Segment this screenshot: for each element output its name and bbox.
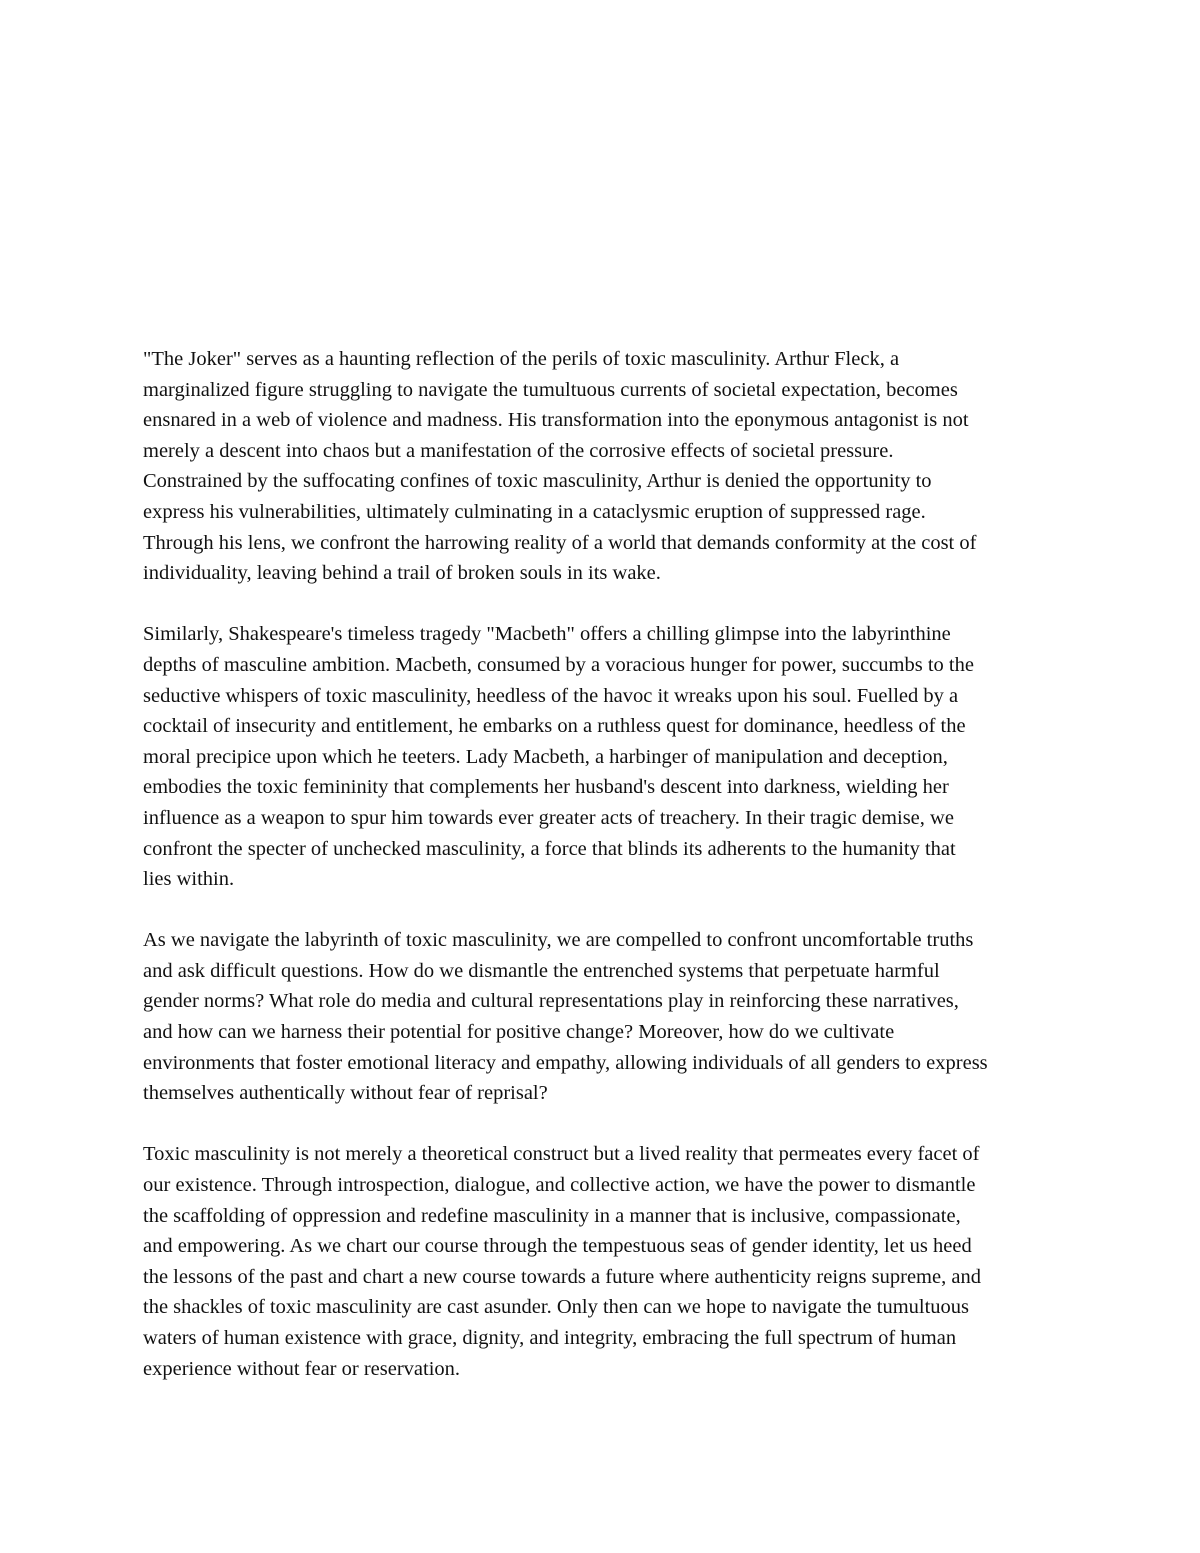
text-line: waters of human existence with grace, dignity, and integrity, embracing the full spectrum of human [143,1327,957,1349]
text-line: Similarly, Shakespeare's timeless tragedy "Macbeth" offers a chilling glimpse into the labyrinthine [143,623,951,646]
text-line: Toxic masculinity is not merely a theoretical construct but a lived reality that permeates every facet of [143,1143,980,1166]
text-line: and empowering. As we chart our course through the tempestuous seas of gender identity, let us heed [143,1235,972,1258]
paragraph-joker [143,344,1058,589]
text-line: gender norms? What role do media and cultural representations play in reinforcing these narratives, [143,990,959,1013]
text-line: "The Joker" serves as a haunting reflection of the perils of toxic masculinity. Arthur Fleck, a [143,348,900,370]
text-line: marginalized figure struggling to navigate the tumultuous currents of societal expectation, becomes [143,378,958,401]
text-line: environments that foster emotional literacy and empathy, allowing individuals of all genders to express [143,1051,988,1074]
paragraph-questions [143,925,1058,1109]
text-line: As we navigate the labyrinth of toxic masculinity, we are compelled to confront uncomfortable truths [143,929,974,952]
text-line: influence as a weapon to spur him towards ever greater acts of treachery. In their tragic demise, we [143,806,954,829]
text-line: seductive whispers of toxic masculinity, heedless of the havoc it wreaks upon his soul. Fuelled by a [143,684,959,707]
text-line: ensnared in a web of violence and madness. His transformation into the eponymous antagonist is not [143,409,969,432]
text-line: depths of masculine ambition. Macbeth, consumed by a voracious hunger for power, succumbs to the [143,653,974,676]
text-line: moral precipice upon which he teeters. Lady Macbeth, a harbinger of manipulation and deception, [143,745,948,768]
text-line: individuality, leaving behind a trail of broken souls in its wake. [143,562,661,585]
text-line: merely a descent into chaos but a manifestation of the corrosive effects of societal pressure. [143,439,894,462]
text-line: lies within. [143,868,235,891]
text-line: the shackles of toxic masculinity are cast asunder. Only then can we hope to navigate the tumultuous [143,1296,970,1319]
text-line: and how can we harness their potential for positive change? Moreover, how do we cultivate [143,1021,895,1044]
text-line: express his vulnerabilities, ultimately culminating in a cataclysmic eruption of suppressed rage. [143,500,926,523]
text-line: embodies the toxic femininity that complements her husband's descent into darkness, wielding her [143,776,949,799]
text-line: and ask difficult questions. How do we dismantle the entrenched systems that perpetuate harmful [143,959,940,982]
text-line: cocktail of insecurity and entitlement, he embarks on a ruthless quest for dominance, heedless of the [143,715,966,738]
text-line: our existence. Through introspection, dialogue, and collective action, we have the power to dismantle [143,1174,976,1197]
text-line: confront the specter of unchecked masculinity, a force that blinds its adherents to the humanity that [143,837,956,860]
text-line: the scaffolding of oppression and redefine masculinity in a manner that is inclusive, compassionate, [143,1204,961,1227]
paragraph-macbeth [143,619,1058,894]
text-line: Constrained by the suffocating confines of toxic masculinity, Arthur is denied the opportunity to [143,470,932,493]
text-line: experience without fear or reservation. [143,1357,461,1380]
text-line: themselves authentically without fear of reprisal? [143,1082,548,1105]
document-body [143,344,1058,1384]
text-line: the lessons of the past and chart a new course towards a future where authenticity reigns supreme, and [143,1265,981,1288]
text-line: Through his lens, we confront the harrowing reality of a world that demands conformity at the cost of [143,531,977,554]
paragraph-conclusion [143,1139,1058,1384]
